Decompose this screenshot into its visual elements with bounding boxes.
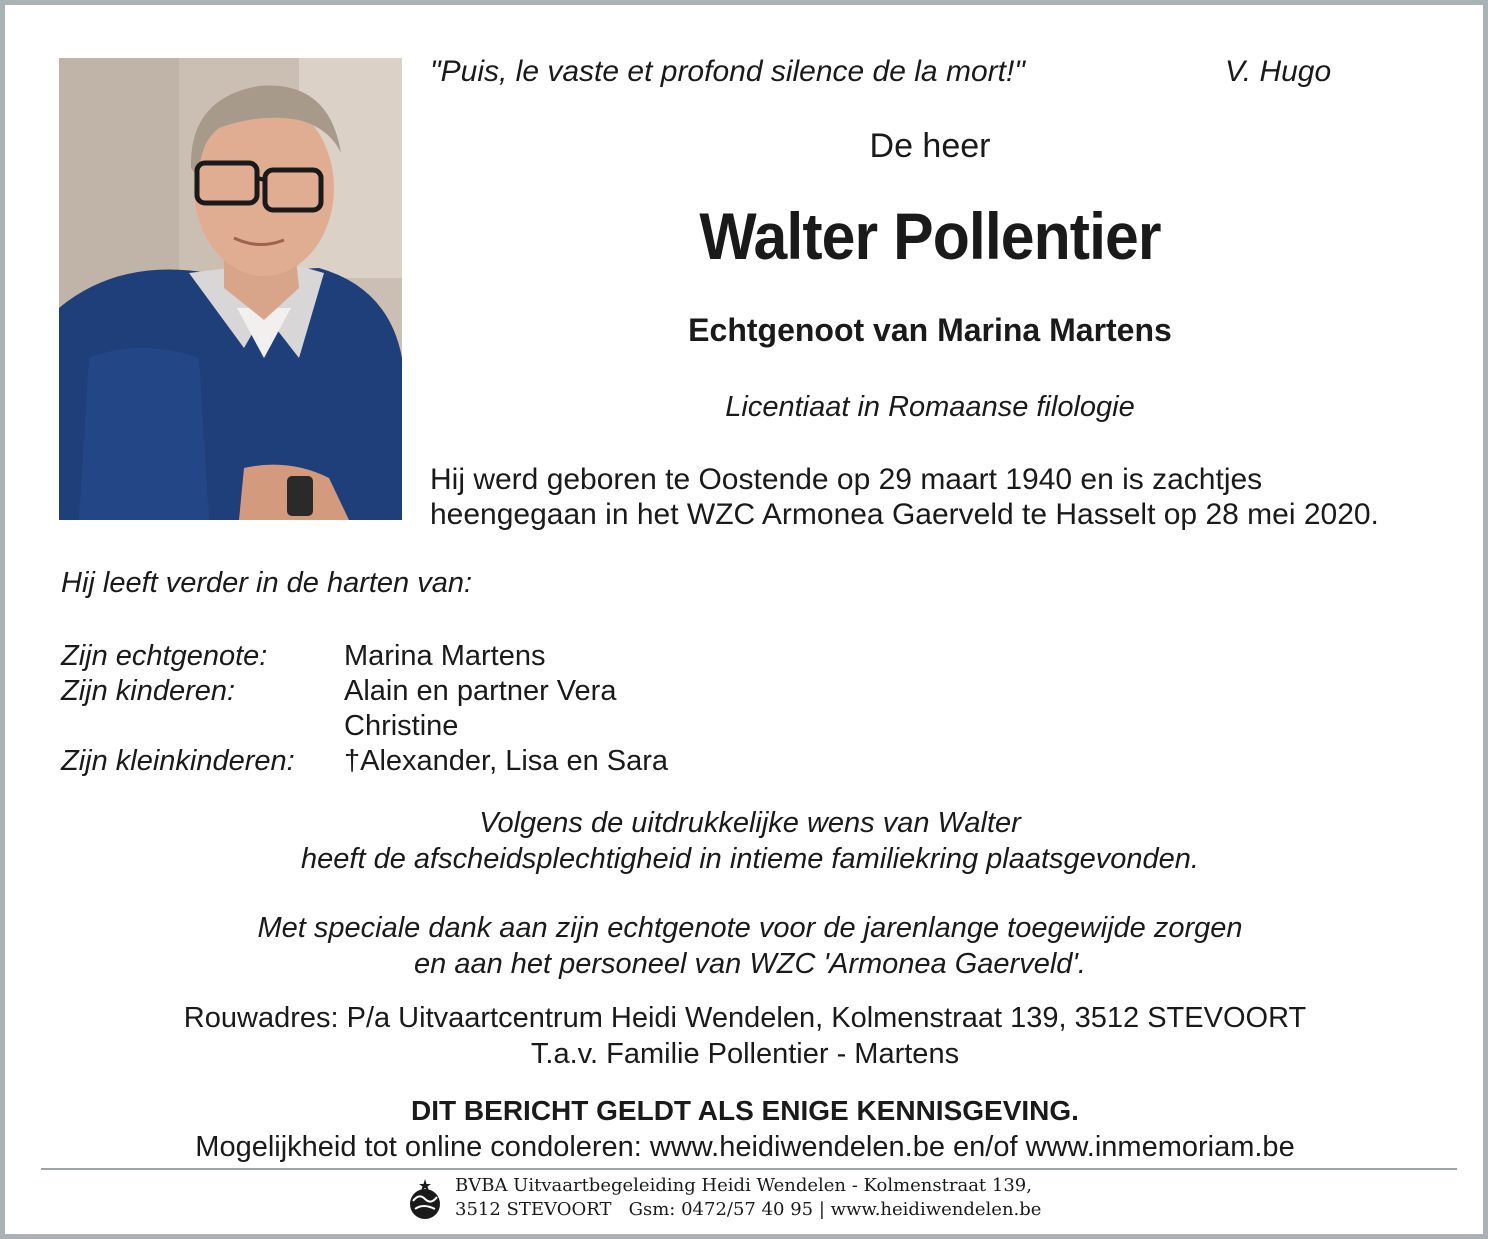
family-label: Zijn kleinkinderen:: [61, 745, 295, 777]
family-row-grandchildren: [61, 744, 668, 779]
birth-death-line: heengegaan in het WZC Armonea Gaerveld te Hasselt op 28 mei 2020.: [430, 498, 1379, 531]
notice-text: DIT BERICHT GELDT ALS ENIGE KENNISGEVING.: [411, 1095, 1079, 1126]
thanks-line: en aan het personeel van WZC 'Armonea Gaerveld'.: [414, 948, 1086, 980]
footer-divider: [41, 1168, 1457, 1170]
profession: Licentiaat in Romaanse filologie: [725, 391, 1135, 423]
birth-death-paragraph: [430, 462, 1450, 532]
wish-paragraph: [105, 805, 1395, 877]
footer-line: 3512 STEVOORT Gsm: 0472/57 40 95 | www.heidiwendelen.be: [455, 1199, 1042, 1220]
portrait-illustration: [59, 58, 402, 520]
family-values: [344, 744, 668, 779]
family-row-children: [61, 674, 668, 744]
wish-line: heeft de afscheidsplechtigheid in intieme familiekring plaatsgevonden.: [301, 843, 1199, 875]
mourning-address: [45, 1000, 1445, 1072]
wish-line: Volgens de uitdrukkelijke wens van Walter: [479, 807, 1021, 839]
funeral-home-globe-icon: [405, 1177, 445, 1223]
family-value: Christine: [344, 710, 459, 742]
family-label: Zijn kinderen:: [61, 675, 236, 707]
family-row-spouse: [61, 639, 668, 674]
quote-author: V. Hugo: [1225, 55, 1332, 88]
family-values: [344, 639, 545, 674]
thanks-paragraph: [105, 910, 1395, 982]
title-prefix: De heer: [869, 127, 991, 165]
address-line: Rouwadres: P/a Uitvaartcentrum Heidi Wendelen, Kolmenstraat 139, 3512 STEVOORT: [183, 1002, 1307, 1034]
spouse-line: Echtgenoot van Marina Martens: [688, 312, 1172, 348]
footer-line: BVBA Uitvaartbegeleiding Heidi Wendelen - Kolmenstraat 139,: [455, 1175, 1032, 1196]
quote-text: "Puis, le vaste et profond silence de la mort!": [430, 55, 1025, 88]
family-values: [344, 674, 616, 744]
survivors-intro: Hij leeft verder in de harten van:: [61, 567, 473, 599]
family-label: Zijn echtgenote:: [61, 640, 268, 672]
family-value: †Alexander, Lisa en Sara: [344, 745, 669, 777]
family-list: [61, 639, 668, 779]
family-value: Marina Martens: [344, 640, 546, 672]
family-value: Alain en partner Vera: [344, 675, 617, 707]
birth-death-line: Hij werd geboren te Oostende op 29 maart 1940 en is zachtjes: [430, 463, 1263, 496]
address-line: T.a.v. Familie Pollentier - Martens: [530, 1038, 960, 1070]
deceased-name: Walter Pollentier: [699, 199, 1161, 273]
condolences-text: Mogelijkheid tot online condoleren: www.heidiwendelen.be en/of www.inmemoriam.be: [195, 1131, 1295, 1163]
footer-text: [455, 1174, 1041, 1222]
portrait-photo: [59, 58, 402, 520]
thanks-line: Met speciale dank aan zijn echtgenote voor de jarenlange toegewijde zorgen: [257, 912, 1243, 944]
